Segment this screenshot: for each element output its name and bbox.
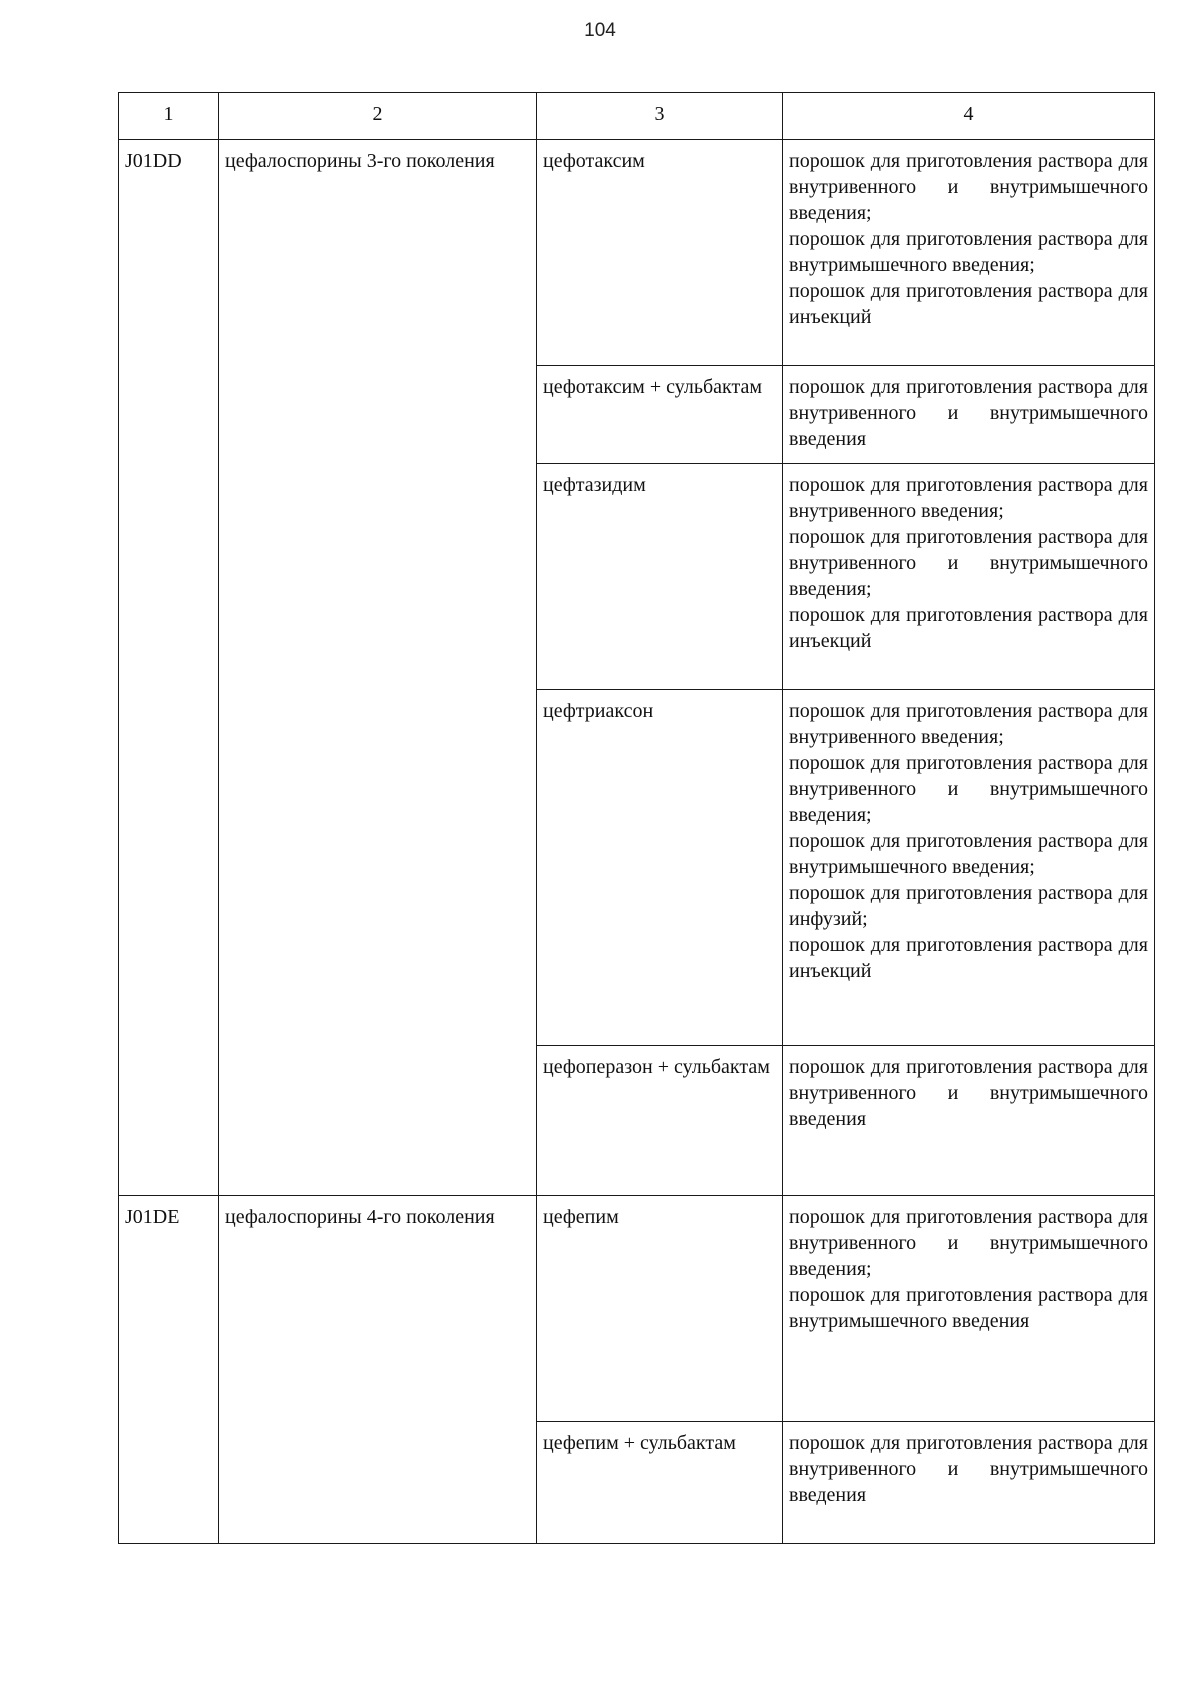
drug-name	[537, 1196, 783, 1422]
drug-name-text: цефепим	[543, 1206, 619, 1228]
dosage-form: порошок для приготовления раствора для внутривенного и внутримышечного введения	[789, 376, 1148, 450]
header-col-4: 4	[783, 93, 1155, 140]
dosage-form: порошок для приготовления раствора для внутривенного введения;	[789, 700, 1148, 748]
header-col-3: 3	[537, 93, 783, 140]
dosage-forms	[783, 366, 1155, 464]
drug-name	[537, 140, 783, 366]
drug-table	[118, 92, 1155, 1544]
dosage-forms	[783, 464, 1155, 690]
dosage-forms	[783, 140, 1155, 366]
dosage-forms	[783, 1422, 1155, 1544]
dosage-form: порошок для приготовления раствора для внутримышечного введения;	[789, 228, 1148, 276]
group-name: цефалоспорины 3-го поколения	[219, 140, 537, 1196]
dosage-form: порошок для приготовления раствора для внутривенного и внутримышечного введения	[789, 1056, 1148, 1130]
drug-name-text: цефтриаксон	[543, 700, 654, 722]
table-row	[119, 140, 1155, 366]
dosage-form: порошок для приготовления раствора для внутривенного введения;	[789, 474, 1148, 522]
dosage-form: порошок для приготовления раствора для внутривенного и внутримышечного введения;	[789, 526, 1148, 600]
header-col-2: 2	[219, 93, 537, 140]
dosage-form: порошок для приготовления раствора для внутримышечного введения;	[789, 830, 1148, 878]
drug-name	[537, 1422, 783, 1544]
header-col-1: 1	[119, 93, 219, 140]
dosage-form: порошок для приготовления раствора для внутримышечного введения	[789, 1284, 1148, 1332]
drug-name	[537, 464, 783, 690]
atc-code: J01DD	[119, 140, 219, 1196]
dosage-form: порошок для приготовления раствора для внутривенного и внутримышечного введения	[789, 1432, 1148, 1506]
drug-name	[537, 366, 783, 464]
drug-name-text: цефтазидим	[543, 474, 646, 496]
dosage-form: порошок для приготовления раствора для внутривенного и внутримышечного введения;	[789, 150, 1148, 224]
page-number: 104	[584, 20, 616, 41]
group-name: цефалоспорины 4-го поколения	[219, 1196, 537, 1544]
dosage-form: порошок для приготовления раствора для инъекций	[789, 280, 1148, 328]
dosage-forms	[783, 1046, 1155, 1196]
dosage-forms	[783, 690, 1155, 1046]
dosage-forms	[783, 1196, 1155, 1422]
dosage-form: порошок для приготовления раствора для инъекций	[789, 604, 1148, 652]
drug-name	[537, 690, 783, 1046]
table-header-row	[119, 93, 1155, 140]
drug-name-text: цефотаксим	[543, 150, 645, 172]
dosage-form: порошок для приготовления раствора для внутривенного и внутримышечного введения;	[789, 752, 1148, 826]
table-row	[119, 1196, 1155, 1422]
atc-code: J01DE	[119, 1196, 219, 1544]
drug-name-text: цефепим + сульбактам	[543, 1432, 736, 1454]
drug-name-text: цефотаксим + сульбактам	[543, 376, 762, 398]
dosage-form: порошок для приготовления раствора для инъекций	[789, 934, 1148, 982]
dosage-form: порошок для приготовления раствора для внутривенного и внутримышечного введения;	[789, 1206, 1148, 1280]
dosage-form: порошок для приготовления раствора для инфузий;	[789, 882, 1148, 930]
drug-name	[537, 1046, 783, 1196]
drug-name-text: цефоперазон + сульбактам	[543, 1056, 770, 1078]
